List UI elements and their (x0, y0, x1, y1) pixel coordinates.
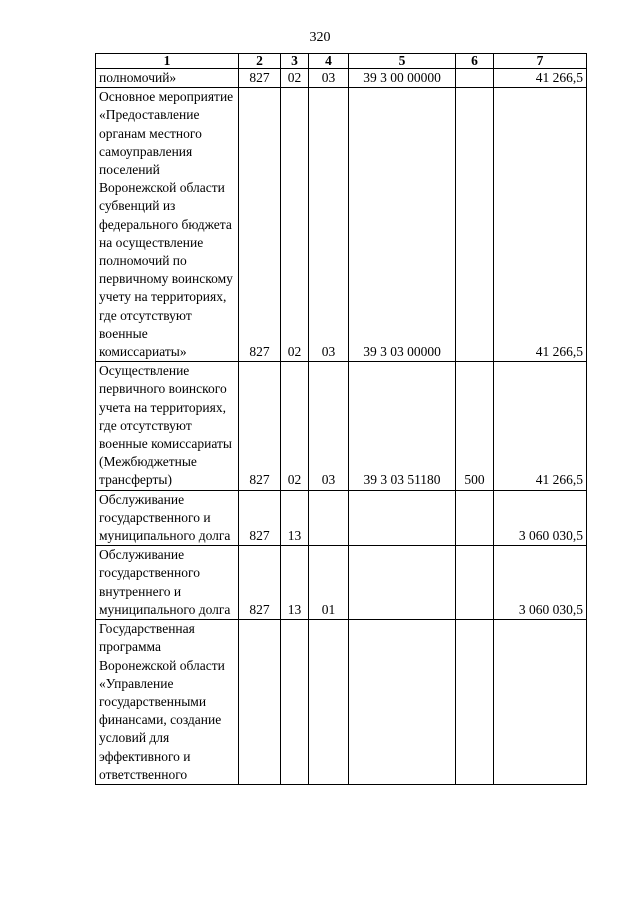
item-name-cell: полномочий» (96, 69, 239, 88)
expense-type-cell (456, 88, 494, 362)
subsection-code-cell: 03 (309, 69, 349, 88)
section-code-cell: 02 (281, 69, 309, 88)
expense-type-cell (456, 620, 494, 785)
target-article-cell (349, 620, 456, 785)
column-header: 5 (349, 54, 456, 69)
table-row (96, 620, 587, 785)
column-header: 3 (281, 54, 309, 69)
subsection-code-cell (309, 490, 349, 546)
amount-cell: 3 060 030,5 (494, 490, 587, 546)
ministry-code-cell: 827 (239, 362, 281, 490)
expense-type-cell (456, 546, 494, 620)
ministry-code-cell: 827 (239, 69, 281, 88)
section-code-cell: 13 (281, 490, 309, 546)
column-header: 2 (239, 54, 281, 69)
item-name-cell: Основное мероприятие «Предоставление органам местного самоуправления поселений Воронежской области субвенций из федерального бюджета на осуществление полномочий по первичному воинскому учету на территориях, где отсутствуют военные комиссариаты» (96, 88, 239, 362)
table-row (96, 69, 587, 88)
ministry-code-cell (239, 620, 281, 785)
table-row (96, 490, 587, 546)
table-header-row (96, 54, 587, 69)
item-name-cell: Обслуживание государственного и муниципального долга (96, 490, 239, 546)
target-article-cell (349, 546, 456, 620)
table-row (96, 546, 587, 620)
column-header: 7 (494, 54, 587, 69)
target-article-cell (349, 490, 456, 546)
column-header: 4 (309, 54, 349, 69)
ministry-code-cell: 827 (239, 88, 281, 362)
amount-cell (494, 620, 587, 785)
column-header: 1 (96, 54, 239, 69)
target-article-cell: 39 3 03 00000 (349, 88, 456, 362)
item-name-cell: Обслуживание государственного внутреннего и муниципального долга (96, 546, 239, 620)
subsection-code-cell: 03 (309, 88, 349, 362)
table-row (96, 362, 587, 490)
section-code-cell: 13 (281, 546, 309, 620)
section-code-cell (281, 620, 309, 785)
table-row (96, 88, 587, 362)
amount-cell: 3 060 030,5 (494, 546, 587, 620)
item-name-cell: Осуществление первичного воинского учета на территориях, где отсутствуют военные комиссариаты (Межбюджетные трансферты) (96, 362, 239, 490)
subsection-code-cell: 01 (309, 546, 349, 620)
amount-cell: 41 266,5 (494, 69, 587, 88)
target-article-cell: 39 3 00 00000 (349, 69, 456, 88)
section-code-cell: 02 (281, 362, 309, 490)
expense-type-cell: 500 (456, 362, 494, 490)
expense-type-cell (456, 490, 494, 546)
item-name-cell: Государственная программа Воронежской области «Управление государственными финансами, создание условий для эффективного и ответственного (96, 620, 239, 785)
ministry-code-cell: 827 (239, 490, 281, 546)
ministry-code-cell: 827 (239, 546, 281, 620)
subsection-code-cell (309, 620, 349, 785)
section-code-cell: 02 (281, 88, 309, 362)
target-article-cell: 39 3 03 51180 (349, 362, 456, 490)
expense-type-cell (456, 69, 494, 88)
column-header: 6 (456, 54, 494, 69)
subsection-code-cell: 03 (309, 362, 349, 490)
amount-cell: 41 266,5 (494, 362, 587, 490)
page-number: 320 (309, 30, 331, 45)
amount-cell: 41 266,5 (494, 88, 587, 362)
budget-table (95, 53, 587, 785)
